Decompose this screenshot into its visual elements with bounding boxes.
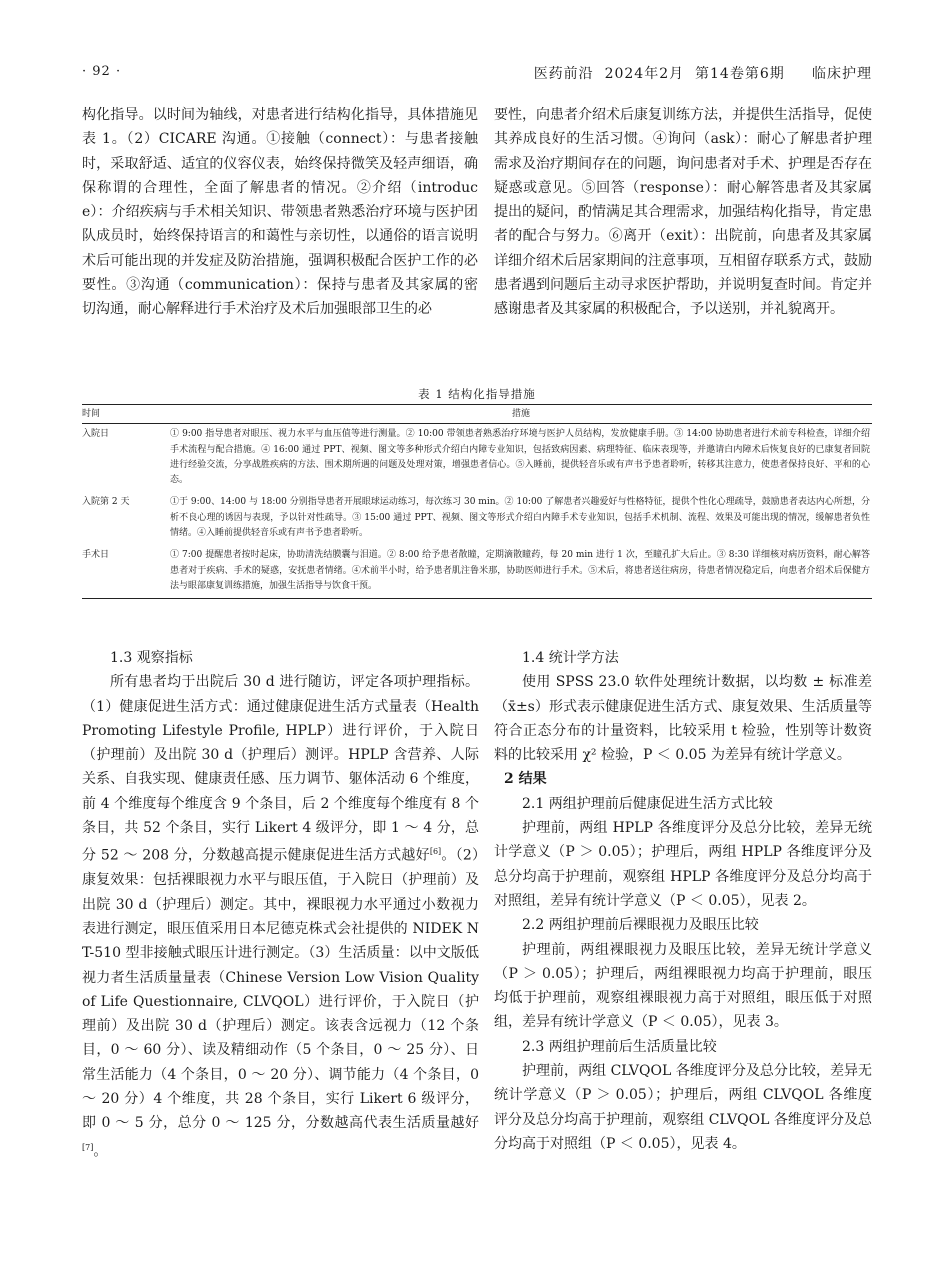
table-cell-measure: ① 7:00 提醒患者按时起床，协助清洗结膜囊与泪道。② 8:00 给予患者散瞳，定期滴散瞳药，每 20 min 进行 1 次，至瞳孔扩大后止。③ 8:30 详细核对病历资料，耐心解答患者对于疾病、手术的疑惑，安抚患者情绪。④术前半小时，给予患者肌注鲁米那，协助医师进行手术。⑤术后，将患者送往病房，待患者情况稳定后，向患者介绍术后保健方法与眼部康复训练措施，加强生活指导与饮食干预。: [170, 550, 870, 591]
table-cell-measure: ①于 9:00、14:00 与 18:00 分别指导患者开展眼球运动练习，每次练习 30 min。② 10:00 了解患者兴趣爱好与性格特征，提供个性化心理疏导，鼓励患者表达内心所想，分析不良心理的诱因与表现，予以针对性疏导。③ 15:00 通过 PPT、视频、图文等形式介绍白内障手术专业知识，包括手术机制、流程、效果及可能出现的情况，缓解患者负性情绪。④入睡前提供轻音乐或有声书予患者聆听。: [170, 497, 870, 539]
paragraph-statistics: 使用 SPSS 23.0 软件处理统计数据，以均数 ± 标准差（x̄±s）形式表示健康促进生活方式、康复效果、生活质量等符合正态分布的计量资料，比较采用 t 检验，性别等计数资料的比较采用 χ² 检验，P ＜ 0.05 为差异有统计学意义。: [494, 674, 872, 764]
section-heading-2-1: 2.1 两组护理前后健康促进生活方式比较: [522, 795, 773, 812]
section-heading-2: 2 结果: [504, 771, 547, 788]
top-left-column: [82, 103, 478, 322]
observation-text-a: 所有患者均于出院后 30 d 进行随访，评定各项护理指标。（1）健康促进生活方式：通过健康促进生活方式量表（Health Promoting Lifestyle Profile, HPLP）进行评价，于入院日（护理前）及出院 30 d（护理后）测评。HPLP 含营养、人际关系、自我实现、健康责任感、压力调节、躯体活动 6 个维度，前 4 个维度每个维度含 9 个条目，后 2 个维度每个维度有 8 个条目，共 52 个条目，实行 Likert 4 级评分，即 1 ～ 4 分，总分 52 ～ 208 分，分数越高提示健康促进生活方式越好: [82, 674, 479, 865]
observation-text-b: 。（2）康复效果：包括裸眼视力水平与眼压值，于入院日（护理前）及出院 30 d（护理后）测定。其中，裸眼视力水平通过小数视力表进行测定，眼压值采用日本尼德克株式会社提供的 NIDEK NT-510 型非接触式眼压计进行测定。（3）生活质量：以中文版低视力者生活质量量表（Chinese Version Low Vision Quality of Life Questionnaire, CLVQOL）进行评价，于入院日（护理前）及出院 30 d（护理后）测定。该表含远视力（12 个条目，0 ～ 60 分）、读及精细动作（5 个条目，0 ～ 25 分）、日常生活能力（4 个条目，0 ～ 20 分）、调节能力（4 个条目，0 ～ 20 分）4 个维度，共 28 个条目，实行 Likert 6 级评分，即 0 ～ 5 分，总分 0 ～ 125 分，分数越高代表生活质量越好: [82, 848, 479, 1132]
bottom-right-column: [494, 646, 872, 1156]
citation-6: [6]: [429, 847, 442, 857]
citation-7: [7]: [82, 1142, 94, 1152]
page-header: [82, 62, 872, 88]
table-row: [82, 545, 872, 598]
section-heading-1-4: 1.4 统计学方法: [522, 650, 619, 666]
table-row: [82, 424, 872, 493]
table-cell-time: 入院第 2 天: [82, 497, 130, 508]
table-header-row: [82, 405, 872, 424]
observation-text-c: 。: [93, 1143, 108, 1160]
table-header-time: 时间: [82, 409, 101, 419]
paragraph-cicare-part1: 构化指导。以时间为轴线，对患者进行结构化指导，具体措施见表 1。（2）CICARE 沟通。①接触（connect）：与患者接触时，采取舒适、适宜的仪容仪表，始终保持微笑及轻声细语，确保称谓的合理性，全面了解患者的情况。②介绍（introduce）：介绍疾病与手术相关知识、带领患者熟悉治疗环境与医护团队成员时，始终保持语言的和蔼性与亲切性，以通俗的语言说明术后可能出现的并发症及防治措施，强调积极配合医护工作的必要性。③沟通（communication）：保持与患者及其家属的密切沟通，耐心解释进行手术治疗及术后加强眼部卫生的必: [82, 107, 478, 318]
page-number: · 92 ·: [82, 64, 122, 79]
table-caption: 表 1 结构化指导措施: [418, 387, 536, 401]
table-row: [82, 492, 872, 545]
table-cell-measure: ① 9:00 指导患者对眼压、视力水平与血压值等进行测量。② 10:00 带领患者熟悉治疗环境与医护人员结构，发放健康手册。③ 14:00 协助患者进行术前专科检查，详细介绍手术流程与配合措施。④ 16:00 通过 PPT、视频、图文等多种形式介绍白内障专业知识，包括致病因素、病理特征、临床表现等，并邀请白内障术后恢复良好的已康复者回院进行经验交流，分享战胜疾病的方法、围术期所遇的问题及处理对策，增强患者信心。⑤入睡前，提供轻音乐或有声书予患者聆听，转移其注意力，使患者保持良好、平和的心态。: [170, 429, 870, 486]
section-heading-1-3: 1.3 观察指标: [110, 650, 193, 666]
table-cell-time: 手术日: [82, 550, 110, 561]
journal-info: 医药前沿 2024年2月 第14卷第6期 临床护理: [533, 66, 872, 82]
paragraph-observation-indicators: [82, 670, 479, 1163]
bottom-left-column: [82, 646, 479, 1164]
paragraph-results-2-2: 护理前，两组裸眼视力及眼压比较，差异无统计学意义（P ＞ 0.05）；护理后，两组裸眼视力均高于护理前，眼压均低于护理前，观察组裸眼视力高于对照组，眼压低于对照组，差异有统计学意义（P ＜ 0.05），见表 3。: [494, 941, 872, 1031]
section-heading-2-2: 2.2 两组护理前后裸眼视力及眼压比较: [522, 917, 759, 934]
paragraph-cicare-part2: 要性，向患者介绍术后康复训练方法，并提供生活指导，促使其养成良好的生活习惯。④询问（ask）：耐心了解患者护理需求及治疗期间存在的问题，询问患者对手术、护理是否存在疑惑或意见。⑤回答（response）：耐心解答患者及其家属提出的疑问，酌情满足其合理需求，加强结构化指导，肯定患者的配合与努力。⑥离开（exit）：出院前，向患者及其家属详细介绍术后居家期间的注意事项，互相留存联系方式，鼓励患者遇到问题后主动寻求医护帮助，并说明复查时间。肯定并感谢患者及其家属的积极配合，予以送别，并礼貌离开。: [494, 107, 872, 318]
paragraph-results-2-3: 护理前，两组 CLVQOL 各维度评分及总分比较，差异无统计学意义（P ＞ 0.05）；护理后，两组 CLVQOL 各维度评分及总分均高于护理前，观察组 CLVQOL 各维度评分及总分均高于对照组（P ＜ 0.05），见表 4。: [494, 1063, 872, 1152]
table-header-measure: 措施: [511, 409, 530, 419]
paragraph-results-2-1: 护理前，两组 HPLP 各维度评分及总分比较，差异无统计学意义（P ＞ 0.05）；护理后，两组 HPLP 各维度评分及总分均高于护理前，观察组 HPLP 各维度评分及总分均高于对照组，差异有统计学意义（P ＜ 0.05），见表 2。: [494, 820, 872, 909]
structured-guidance-table: [82, 404, 872, 599]
top-right-column: [494, 103, 872, 322]
section-heading-2-3: 2.3 两组护理前后生活质量比较: [522, 1038, 717, 1055]
table-cell-time: 入院日: [82, 429, 110, 440]
